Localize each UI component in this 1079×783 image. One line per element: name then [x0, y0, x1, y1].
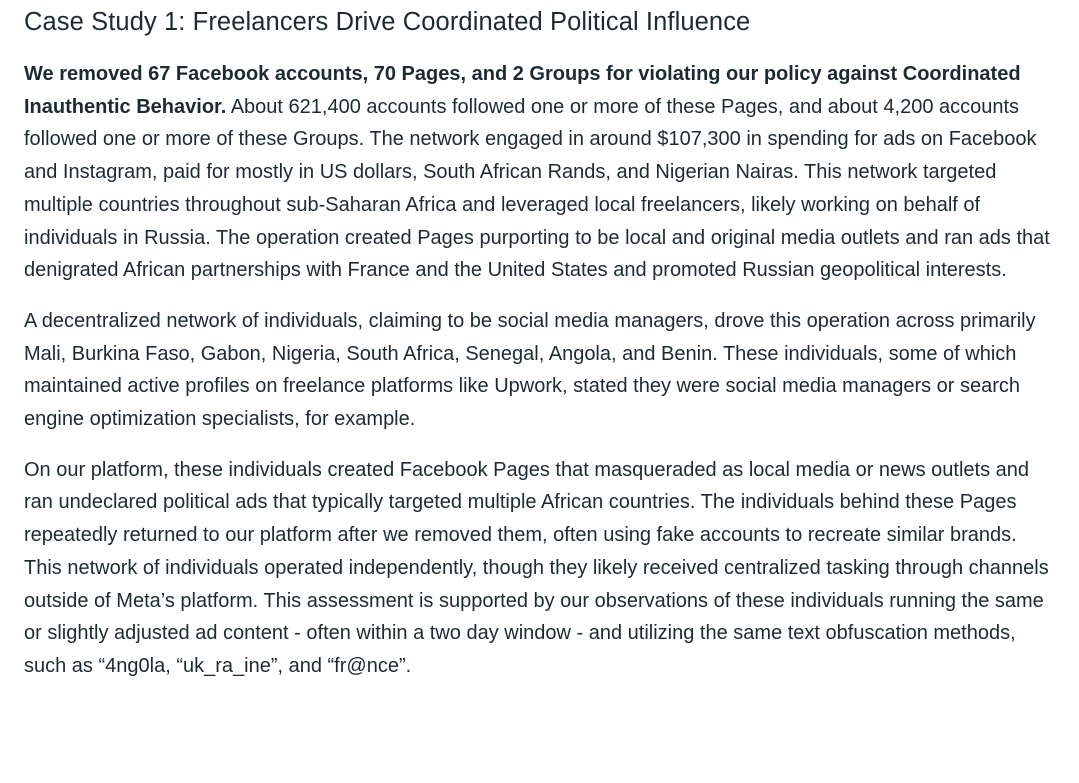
paragraph-1-lead: We removed 67 Facebook accounts, 70 Pages, and 2 Groups for violating our policy against Coordinated Inauthentic Behavior. — [24, 63, 1021, 118]
paragraph-1-body: About 621,400 accounts followed one or more of these Pages, and about 4,200 accounts followed one or more of these Groups. The network engaged in around $107,300 in spending for ads on Facebook and Instagram, paid for mostly in US dollars, South African Rands, and Nigerian Nairas. This network targeted multiple countries throughout sub-Saharan Africa and leveraged local freelancers, likely working on behalf of individuals in Russia. The operation created Pages purporting to be local and original media outlets and ran ads that denigrated African partnerships with France and the United States and promoted Russian geopolitical interests. — [24, 95, 1050, 282]
paragraph-3 — [24, 454, 1059, 683]
case-study-title: Case Study 1: Freelancers Drive Coordinated Political Influence — [24, 8, 751, 36]
paragraph-3-body: On our platform, these individuals created Facebook Pages that masqueraded as local media or news outlets and ran undeclared political ads that typically targeted multiple African countries. The individuals behind these Pages repeatedly returned to our platform after we removed them, often using fake accounts to recreate similar brands. This network of individuals operated independently, though they likely received centralized tasking through channels outside of Meta’s platform. This assessment is supported by our observations of these individuals running the same or slightly adjusted ad content - often within a two day window - and utilizing the same text obfuscation methods, such as “4ng0la, “uk_ra_ine”, and “fr@nce”. — [24, 458, 1049, 677]
paragraph-2 — [24, 305, 1059, 436]
paragraph-1 — [24, 58, 1059, 287]
paragraph-2-body: A decentralized network of individuals, claiming to be social media managers, drove this operation across primarily Mali, Burkina Faso, Gabon, Nigeria, South Africa, Senegal, Angola, and Benin. These individuals, some of which maintained active profiles on freelance platforms like Upwork, stated they were social media managers or search engine optimization specialists, for example. — [24, 309, 1036, 431]
